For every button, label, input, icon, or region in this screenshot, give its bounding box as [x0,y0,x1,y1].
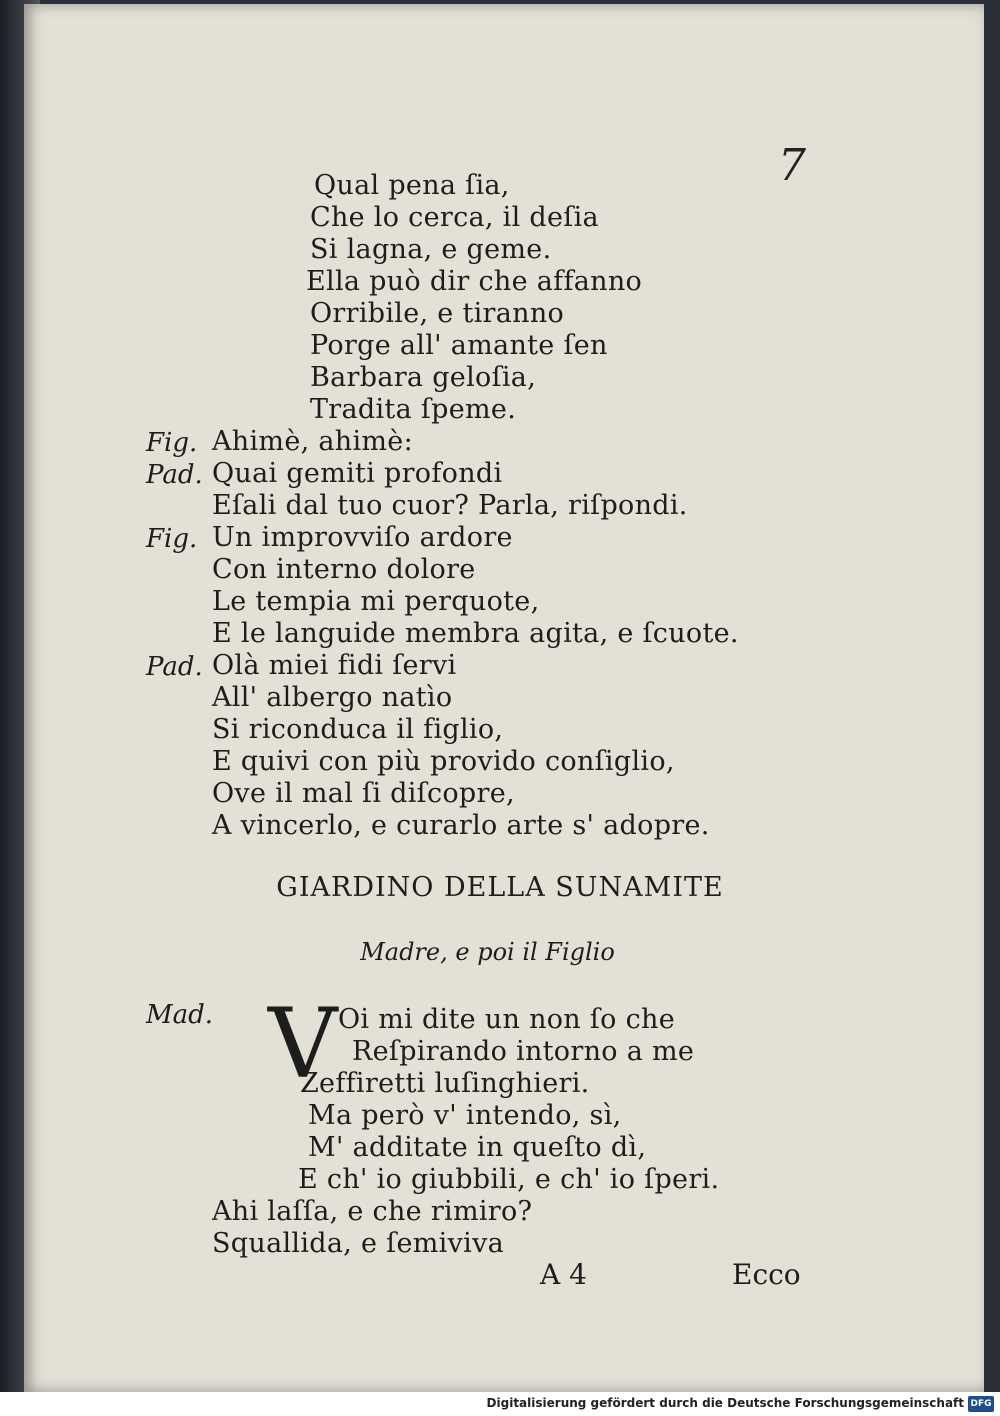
verse-line: Ahimè, ahimè: [212,426,413,457]
aria-line: M' additate in queſto dì, [308,1132,647,1163]
aria-line: Zeffiretti luſinghieri. [300,1068,590,1099]
verse-line: A vincerlo, e curarlo arte s' adopre. [212,810,710,841]
drop-cap: V [268,988,338,1100]
aria-line: Reſpirando intorno a me [352,1036,695,1067]
verse-line: Quai gemiti profondi [212,458,503,489]
footer-credit: Digitalisierung gefördert durch die Deutsche Forschungsgemeinschaft [486,1396,964,1410]
speaker-label: Pad. [146,460,203,490]
verse-line: Qual pena ſia, [314,170,510,201]
verse-line: Ella può dir che affanno [306,266,643,297]
dfg-logo-icon: DFG [968,1396,994,1412]
verse-line: Con interno dolore [212,554,476,585]
verse-line: Orribile, e tiranno [310,298,565,329]
verse-line: Le tempia mi perquote, [212,586,540,617]
aria-line: Ma però v' intendo, sì, [308,1100,622,1131]
verse-line: E le languide membra agita, e ſcuote. [212,618,739,649]
aria-line: Oi mi dite un non ſo che [338,1004,676,1035]
aria-line: E ch' io giubbili, e ch' io ſperi. [298,1164,720,1195]
speaker-label: Pad. [146,652,203,682]
verse-line: E quivi con più provido conſiglio, [212,746,675,777]
signature-mark: A 4 [540,1258,587,1291]
page-number: 7 [778,140,806,191]
verse-line: Tradita ſpeme. [310,394,517,425]
verse-line: Barbara geloſia, [310,362,537,393]
verse-line: Porge all' amante ſen [310,330,608,361]
speaker-label: Fig. [146,428,198,458]
digitization-footer [0,1392,1000,1416]
aria-speaker: Mad. [146,1000,214,1030]
verse-line: Si lagna, e geme. [310,234,552,265]
scene-subheading: Madre, e poi il Figlio [360,938,615,966]
aria-line: Ahi laſſa, e che rimiro? [212,1196,533,1227]
verse-line: Ove il mal ſi diſcopre, [212,778,515,809]
verse-line: Che lo cerca, il deſia [310,202,599,233]
catchword: Ecco [732,1258,801,1291]
speaker-label: Fig. [146,524,198,554]
verse-line: Olà miei fidi ſervi [212,650,457,681]
scene-heading: GIARDINO DELLA SUNAMITE [276,872,724,903]
verse-line: Eſali dal tuo cuor? Parla, riſpondi. [212,490,688,521]
aria-line: Squallida, e ſemiviva [212,1228,505,1259]
verse-line: All' albergo natìo [212,682,453,713]
verse-line: Un improvviſo ardore [212,522,513,553]
verse-line: Si riconduca il figlio, [212,714,504,745]
